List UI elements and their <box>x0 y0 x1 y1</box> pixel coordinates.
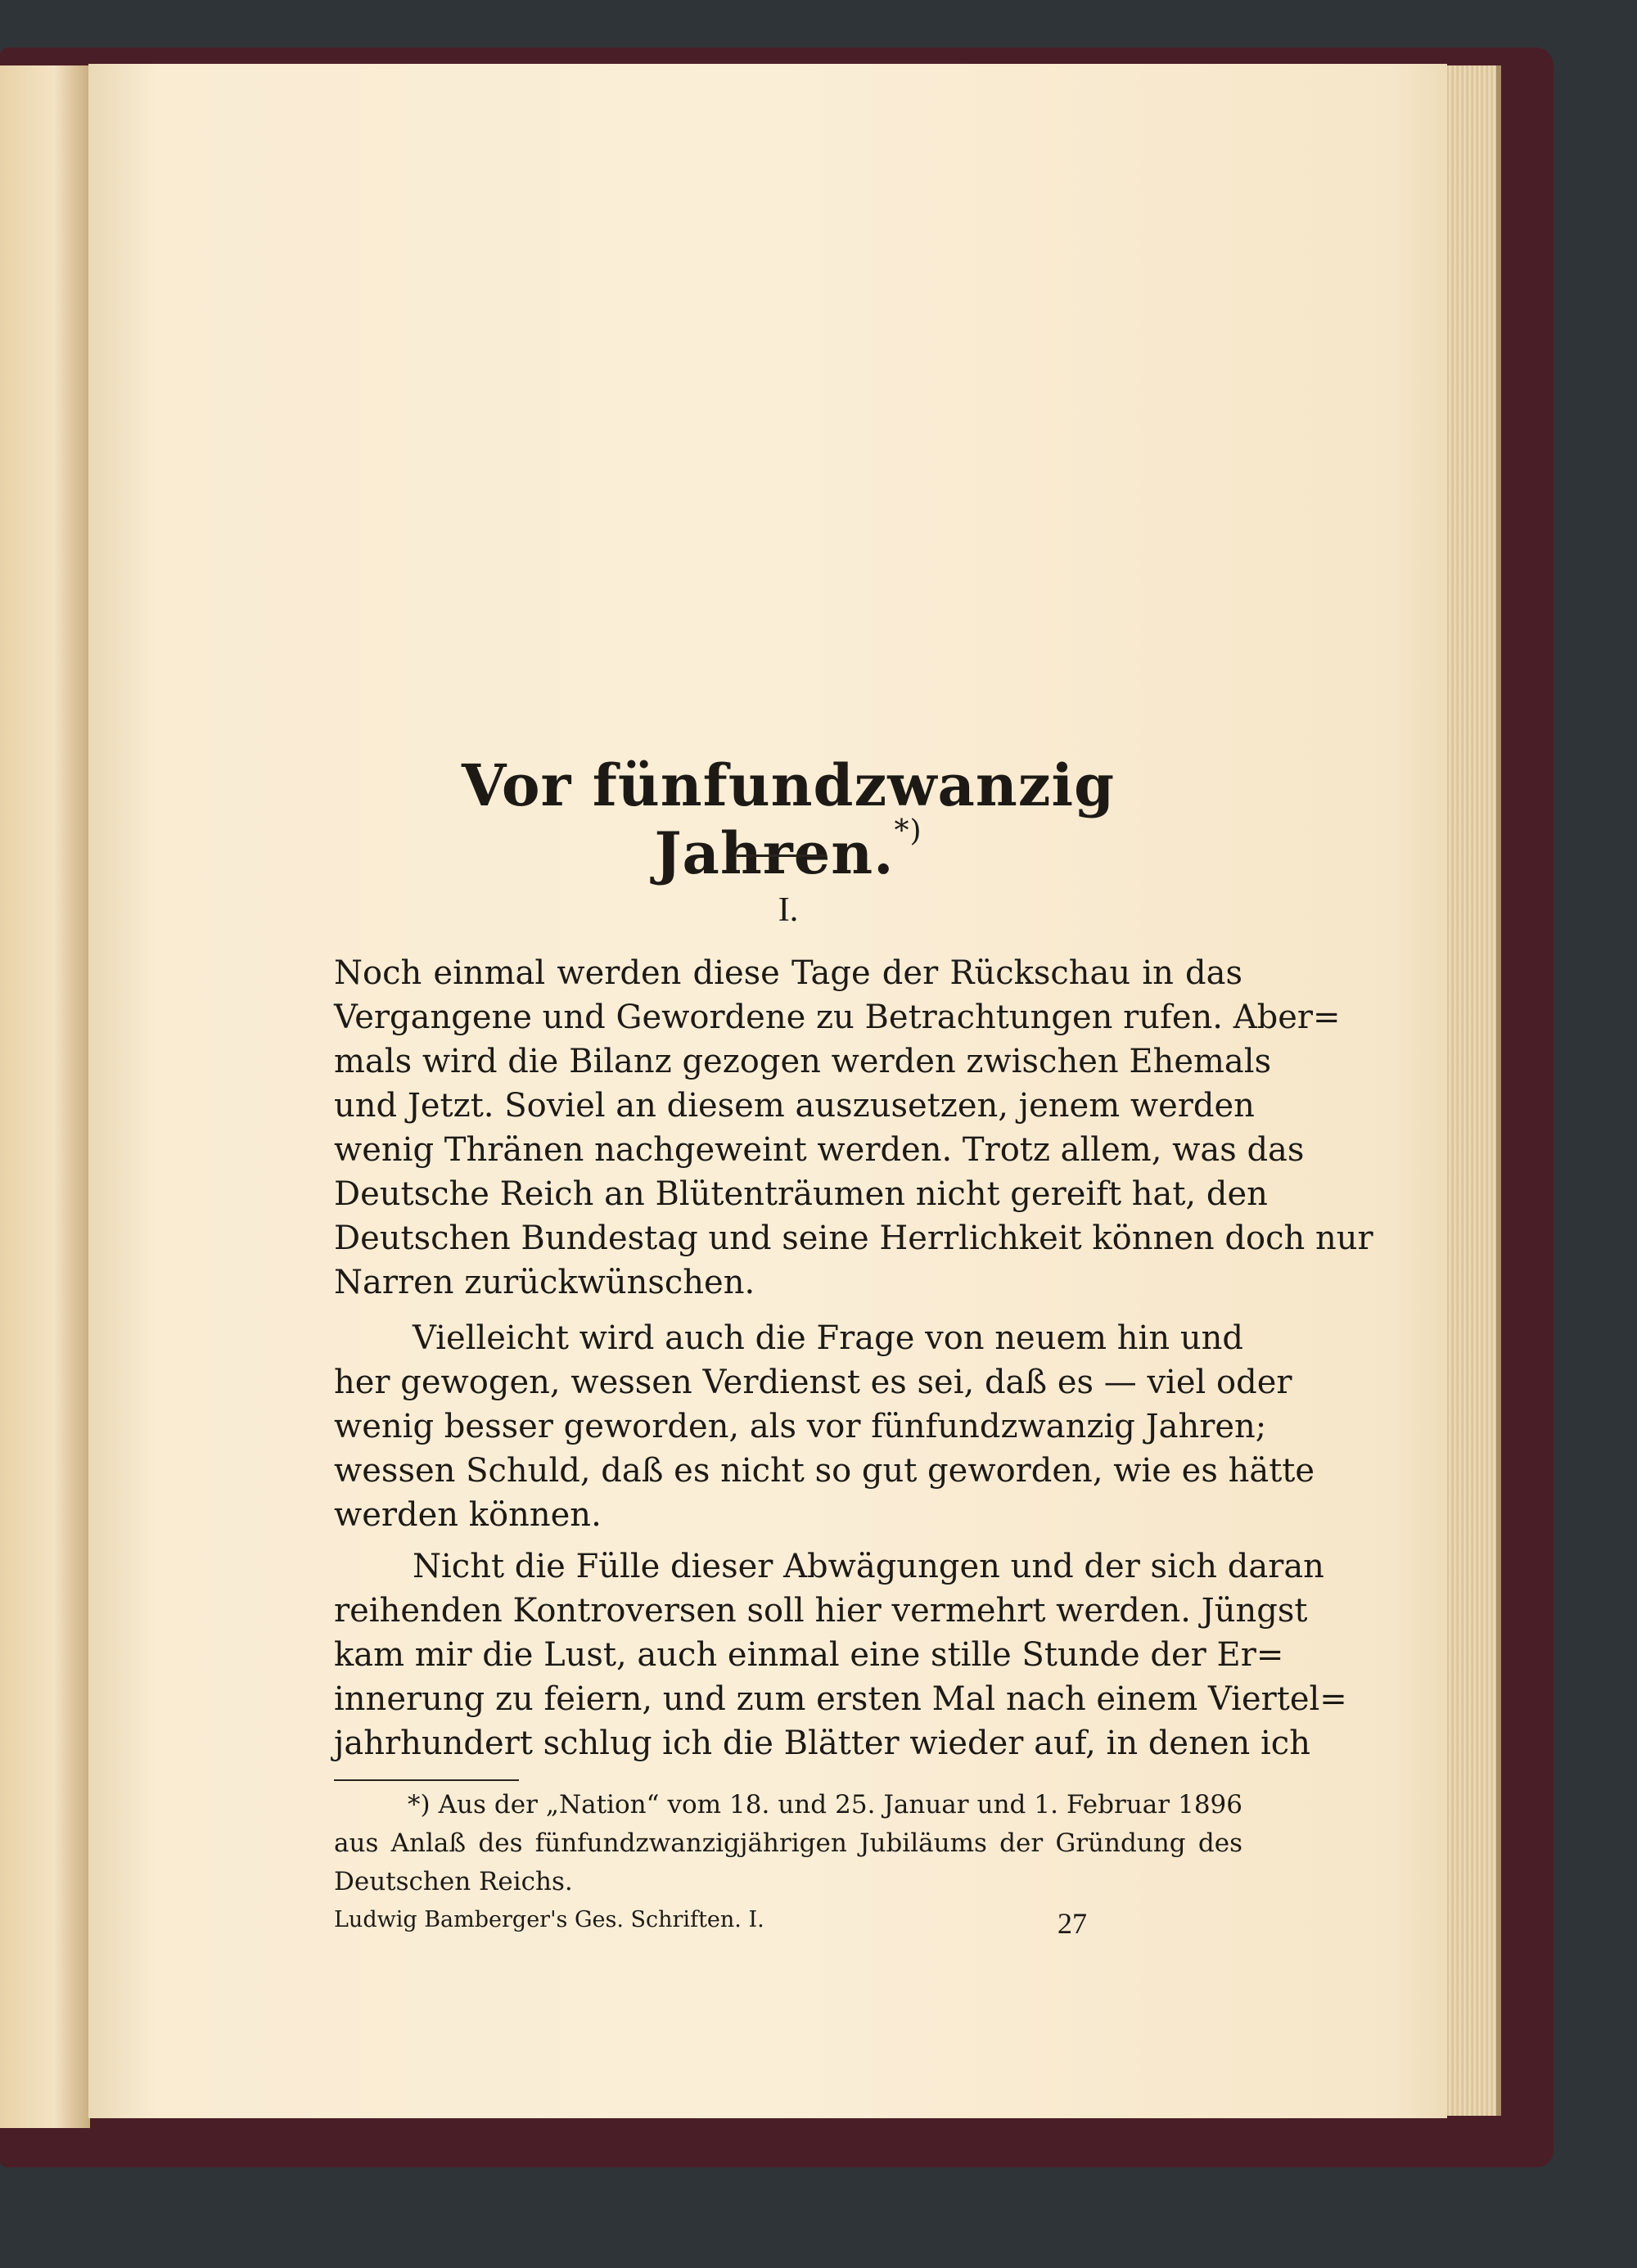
paragraph-3-line-1: Nicht die Fülle dieser Abwägungen und der sich daran <box>413 1548 1324 1585</box>
paragraph-2-line-5: werden können. <box>334 1496 602 1534</box>
paragraph-1-line-3: mals wird die Bilanz gezogen werden zwischen Ehemals <box>334 1043 1272 1080</box>
paragraph-1-line-2: Vergangene und Gewordene zu Betrachtungen rufen. Aber= <box>334 999 1341 1036</box>
footnote-line-3: Deutschen Reichs. <box>334 1867 573 1896</box>
paragraph-2-line-3: wenig besser geworden, als vor fünfundzwanzig Jahren; <box>334 1408 1267 1445</box>
paragraph-3-line-2: reihenden Kontroversen soll hier vermehrt werden. Jüngst <box>334 1592 1308 1630</box>
paragraph-1-line-4: und Jetzt. Soviel an diesem auszusetzen, jenem werden <box>334 1087 1255 1125</box>
paragraph-2-line-1: Vielleicht wird auch die Frage von neuem hin und <box>413 1319 1243 1357</box>
paragraph-1-line-1: Noch einmal werden diese Tage der Rückschau in das <box>334 954 1242 992</box>
paragraph-1-line-5: wenig Thränen nachgeweint werden. Trotz allem, was das <box>334 1131 1305 1169</box>
paragraph-1-line-8: Narren zurückwünschen. <box>334 1264 755 1301</box>
running-footer: Ludwig Bamberger's Ges. Schriften. I. <box>334 1907 764 1932</box>
footnote-line-1: *) Aus der „Nation“ vom 18. und 25. Januar und 1. Februar 1896 <box>408 1790 1242 1819</box>
paragraph-3-line-4: innerung zu feiern, und zum ersten Mal nach einem Viertel= <box>334 1680 1347 1718</box>
title-divider <box>737 854 827 857</box>
page-content <box>334 64 1373 2268</box>
paragraph-2-line-4: wessen Schuld, daß es nicht so gut geworden, wie es hätte <box>334 1452 1315 1490</box>
chapter-title-text: Vor fünfundzwanzig Jahren. <box>461 751 1116 887</box>
footnote-line-2: aus Anlaß des fünfundzwanzigjährigen Jubiläums der Gründung des <box>334 1828 1242 1858</box>
footnote-divider <box>334 1779 519 1781</box>
section-number: I. <box>778 891 799 929</box>
left-page-edge <box>0 65 90 2128</box>
paragraph-3-line-3: kam mir die Lust, auch einmal eine stille Stunde der Er= <box>334 1636 1284 1674</box>
paragraph-1-line-7: Deutschen Bundestag und seine Herrlichkeit können doch nur <box>334 1220 1373 1257</box>
paragraph-3-line-5: jahrhundert schlug ich die Blätter wieder auf, in denen ich <box>334 1725 1310 1762</box>
footnote-marker: *) <box>894 814 922 848</box>
book-page <box>88 64 1447 2118</box>
paragraph-2-line-2: her gewogen, wessen Verdienst es sei, daß es — viel oder <box>334 1364 1292 1401</box>
paragraph-1-line-6: Deutsche Reich an Blütenträumen nicht gereift hat, den <box>334 1175 1268 1213</box>
page-number: 27 <box>1058 1907 1087 1940</box>
chapter-title <box>334 751 1242 887</box>
